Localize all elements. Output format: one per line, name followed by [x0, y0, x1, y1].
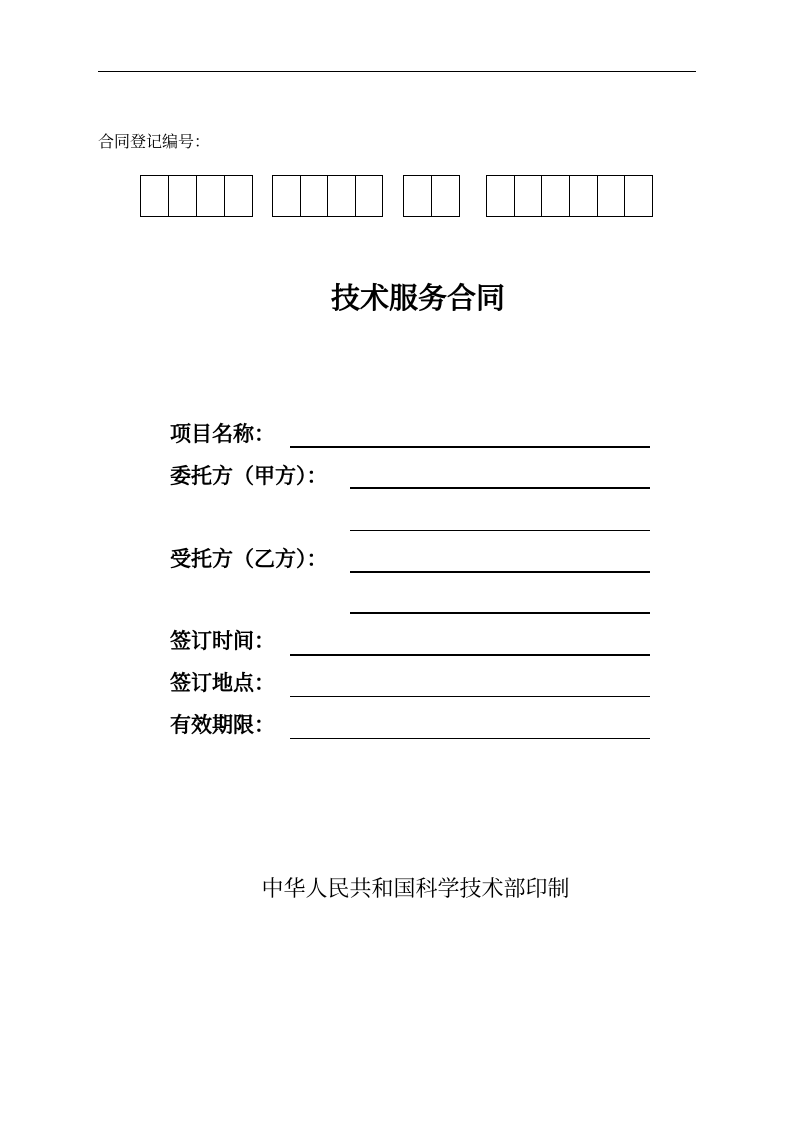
- registration-digit-box[interactable]: [625, 176, 652, 216]
- printer-credit: 中华人民共和国科学技术部印制: [261, 877, 570, 902]
- project-name-line[interactable]: [290, 446, 650, 448]
- registration-digit-box[interactable]: [225, 176, 252, 216]
- sign-date-label: 签订时间：: [170, 628, 275, 653]
- registration-digit-box[interactable]: [169, 176, 197, 216]
- registration-digit-box[interactable]: [197, 176, 225, 216]
- registration-number-group-3: [403, 175, 460, 217]
- registration-digit-box[interactable]: [328, 176, 356, 216]
- registration-digit-box[interactable]: [542, 176, 570, 216]
- registration-digit-box[interactable]: [515, 176, 543, 216]
- registration-digit-box[interactable]: [404, 176, 432, 216]
- sign-place-label: 签订地点：: [170, 670, 275, 695]
- contractor-line-2[interactable]: [350, 612, 650, 614]
- registration-digit-box[interactable]: [598, 176, 626, 216]
- registration-number-label: 合同登记编号：: [98, 132, 211, 151]
- client-line-1[interactable]: [350, 487, 650, 489]
- registration-number-group-2: [272, 175, 383, 217]
- validity-label: 有效期限：: [170, 712, 275, 737]
- registration-digit-box[interactable]: [301, 176, 329, 216]
- registration-number-group-4: [486, 175, 653, 217]
- registration-digit-box[interactable]: [141, 176, 169, 216]
- sign-place-line[interactable]: [290, 696, 650, 697]
- contractor-line-1[interactable]: [350, 571, 650, 573]
- contractor-label: 受托方（乙方）：: [170, 546, 328, 571]
- header-rule: [98, 71, 696, 72]
- client-line-2[interactable]: [350, 530, 650, 531]
- registration-digit-box[interactable]: [273, 176, 301, 216]
- project-name-label: 项目名称：: [170, 421, 275, 446]
- sign-date-line[interactable]: [290, 654, 650, 656]
- client-label: 委托方（甲方）：: [170, 463, 328, 488]
- registration-digit-box[interactable]: [432, 176, 459, 216]
- validity-line[interactable]: [290, 738, 650, 739]
- document-title: 技术服务合同: [330, 281, 505, 315]
- registration-digit-box[interactable]: [356, 176, 383, 216]
- registration-digit-box[interactable]: [570, 176, 598, 216]
- registration-digit-box[interactable]: [487, 176, 515, 216]
- registration-number-group-1: [140, 175, 253, 217]
